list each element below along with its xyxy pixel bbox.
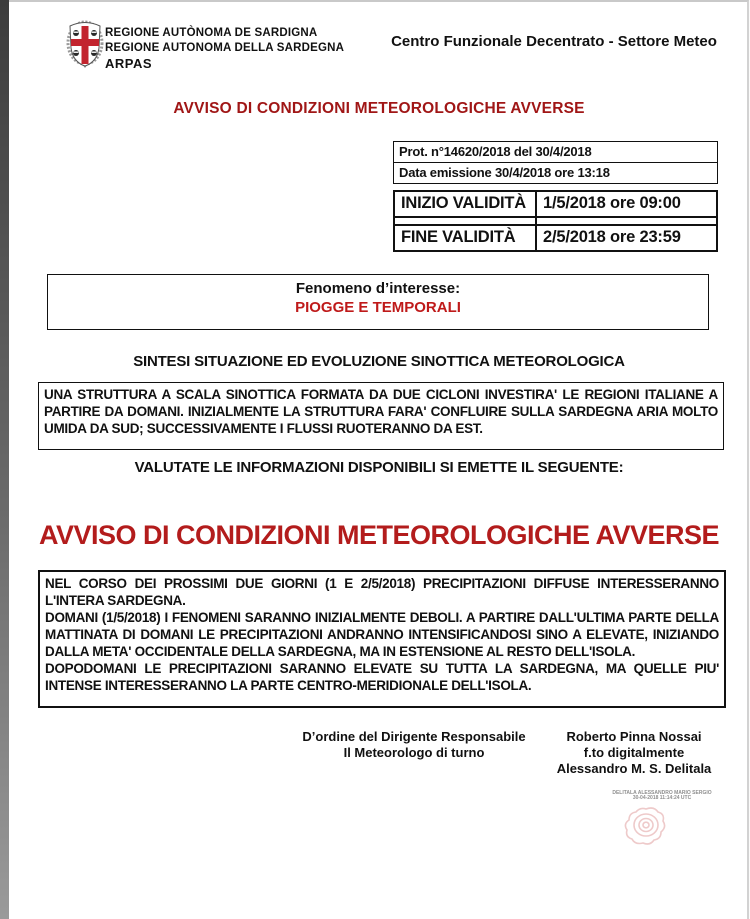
- table-row: [394, 217, 717, 225]
- emission-date: Data emissione 30/4/2018 ore 13:18: [394, 163, 718, 184]
- org-name-italian: REGIONE AUTONOMA DELLA SARDEGNA: [105, 42, 345, 54]
- signer-name: Roberto Pinna Nossai: [566, 729, 702, 744]
- forecast-paragraph: NEL CORSO DEI PROSSIMI DUE GIORNI (1 E 2/5/2018) PRECIPITAZIONI DIFFUSE INTERESSERANNO L'INTERA SARDEGNA.: [45, 576, 719, 608]
- forecast-paragraph: DOMANI (1/5/2018) I FENOMENI SARANNO INIZIALMENTE DEBOLI. A PARTIRE DALL'ULTIMA PARTE DELLA MATTINATA DI DOMANI LE PRECIPITAZIONI ANDRANNO INTENSIFICANDOSI SINO A ELEVATE, INIZIANDO DALLA META' OCCIDENTALE DELLA SARDEGNA, MA IN ESTENSIONE AL RESTO DELL'ISOLA.: [45, 610, 719, 659]
- organization-name-block: [105, 26, 344, 71]
- digital-signature-note: f.to digitalmente: [583, 745, 685, 760]
- org-name-arpas: ARPAS: [105, 56, 153, 71]
- statement-intro: VALUTATE LE INFORMAZIONI DISPONIBILI SI EMETTE IL SEGUENTE:: [134, 459, 624, 476]
- signature-role-line2: Il Meteorologo di turno: [343, 745, 485, 760]
- department-title: Centro Funzionale Decentrato - Settore Meteo: [391, 33, 717, 50]
- signature-names-block: [519, 729, 749, 777]
- synthesis-box: UNA STRUTTURA A SCALA SINOTTICA FORMATA DA DUE CICLONI INVESTIRA' LE REGIONI ITALIANE A PARTIRE DA DOMANI. INIZIALMENTE LA STRUTTURA FARA' CONFLUIRE SULLA SARDEGNA ARIA MOLTO UMIDA DA SUD; SUCCESSIVAMENTE I FLUSSI RUOTERANNO DA EST.: [38, 382, 724, 450]
- synthesis-heading: SINTESI SITUAZIONE ED EVOLUZIONE SINOTTICA METEOROLOGICA: [133, 353, 625, 370]
- photo-edge-shadow: [0, 0, 9, 919]
- table-row: [394, 191, 717, 217]
- org-name-sardinian: REGIONE AUTÒNOMA DE SARDIGNA: [105, 27, 318, 39]
- validity-start-value: 1/5/2018 ore 09:00: [536, 191, 717, 217]
- forecast-box: [38, 570, 726, 708]
- digital-signer-name: Alessandro M. S. Delitala: [556, 761, 712, 776]
- sardinia-coat-of-arms-logo: [64, 18, 106, 72]
- validity-spacer-cell: [536, 217, 717, 225]
- phenomenon-box: [47, 274, 709, 330]
- forecast-paragraph: DOPODOMANI LE PRECIPITAZIONI SARANNO ELEVATE SU TUTTA LA SARDEGNA, MA QUELLE PIU' INTENSE INTERESSERANNO LA PARTE CENTRO-MERIDIONALE DELL'ISOLA.: [45, 661, 719, 693]
- validity-table: [393, 190, 718, 252]
- signature-role-line1: D’ordine del Dirigente Responsabile: [302, 729, 526, 744]
- document-page: [9, 0, 749, 919]
- main-warning-title: AVVISO DI CONDIZIONI METEOROLOGICHE AVVERSE: [38, 520, 720, 550]
- validity-start-label: INIZIO VALIDITÀ: [394, 191, 536, 217]
- protocol-table: [393, 141, 718, 184]
- digital-stamp-text: [597, 791, 727, 801]
- digital-seal-icon: [622, 803, 670, 847]
- stamp-timestamp-line: 30-04-2018 11:14:24 UTC: [632, 795, 692, 801]
- table-row: [394, 163, 718, 184]
- notice-title: AVVISO DI CONDIZIONI METEOROLOGICHE AVVERSE: [173, 100, 585, 117]
- stamp-signer-line: DELITALA ALESSANDRO MARIO SERGIO: [612, 790, 712, 796]
- protocol-number: Prot. n°14620/2018 del 30/4/2018: [394, 142, 718, 163]
- table-row: [394, 142, 718, 163]
- phenomenon-label: Fenomeno d’interesse:: [295, 280, 461, 297]
- table-row: [394, 225, 717, 251]
- phenomenon-value: PIOGGE E TEMPORALI: [295, 299, 461, 316]
- validity-end-label: FINE VALIDITÀ: [394, 225, 536, 251]
- validity-spacer-cell: [394, 217, 536, 225]
- validity-end-value: 2/5/2018 ore 23:59: [536, 225, 717, 251]
